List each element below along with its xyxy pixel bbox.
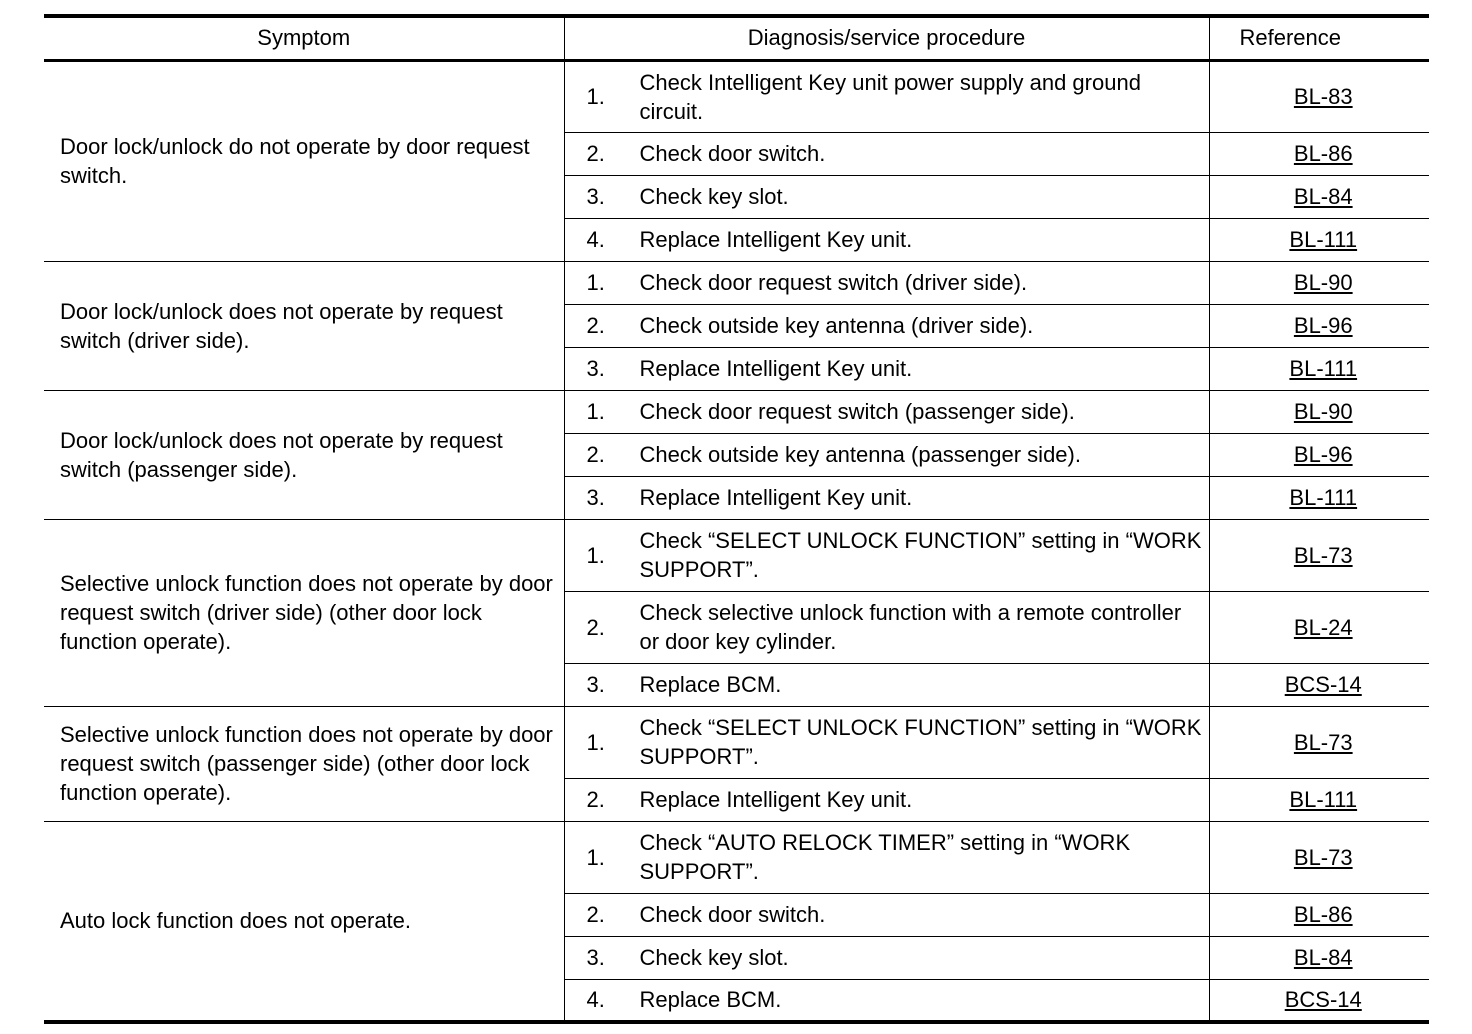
reference-link[interactable]: BL-111 [1289, 356, 1358, 381]
table-header [44, 16, 1429, 60]
table-row [44, 261, 1429, 304]
step-text: Check “AUTO RELOCK TIMER” setting in “WORK SUPPORT”. [639, 830, 1131, 884]
symptom-cell: Door lock/unlock do not operate by door request switch. [44, 60, 564, 261]
reference-link[interactable]: BCS-14 [1284, 672, 1362, 697]
step-text: Replace BCM. [639, 672, 782, 697]
reference-link[interactable]: BL-73 [1293, 729, 1353, 755]
step-text: Check door switch. [639, 141, 826, 166]
symptom-cell: Selective unlock function does not operate by door request switch (driver side) (other door lock function operate). [44, 519, 564, 706]
header-procedure: Diagnosis/service procedure [564, 16, 1209, 60]
reference-cell [1209, 476, 1429, 519]
step-text: Check outside key antenna (passenger side). [639, 442, 1081, 467]
procedure-cell [564, 476, 1209, 519]
table-row [44, 821, 1429, 893]
procedure-cell [564, 979, 1209, 1022]
reference-link[interactable]: BL-86 [1293, 902, 1353, 927]
reference-link[interactable]: BL-86 [1293, 141, 1353, 166]
reference-cell [1209, 893, 1429, 936]
symptom-cell: Auto lock function does not operate. [44, 821, 564, 1022]
reference-cell [1209, 663, 1429, 706]
reference-link[interactable]: BL-111 [1289, 787, 1358, 812]
step-number: 2. [586, 313, 605, 338]
step-number: 2. [586, 442, 605, 467]
step-text: Replace BCM. [639, 987, 782, 1013]
reference-link[interactable]: BL-73 [1293, 542, 1353, 568]
reference-link[interactable]: BL-96 [1293, 313, 1353, 338]
step-text: Replace Intelligent Key unit. [639, 787, 913, 812]
step-text: Replace Intelligent Key unit. [639, 485, 913, 510]
reference-cell [1209, 433, 1429, 476]
step-text: Check door request switch (passenger side). [639, 399, 1075, 424]
header-symptom: Symptom [257, 25, 351, 51]
step-text: Check door switch. [639, 902, 826, 927]
step-text: Check key slot. [639, 945, 789, 970]
reference-cell [1209, 778, 1429, 821]
table-body [44, 60, 1429, 1022]
step-text: Check “SELECT UNLOCK FUNCTION” setting in “WORK SUPPORT”. [639, 528, 1202, 582]
step-number: 4. [586, 987, 605, 1013]
reference-cell [1209, 218, 1429, 261]
reference-link[interactable]: BCS-14 [1284, 987, 1362, 1013]
reference-cell [1209, 304, 1429, 347]
procedure-cell [564, 663, 1209, 706]
reference-link[interactable]: BL-111 [1289, 485, 1358, 510]
step-number: 3. [586, 184, 605, 209]
reference-link[interactable]: BL-90 [1293, 399, 1353, 424]
step-text: Replace Intelligent Key unit. [639, 356, 913, 381]
step-text: Check door request switch (driver side). [639, 270, 1028, 295]
reference-cell [1209, 132, 1429, 175]
table-row [44, 706, 1429, 778]
step-number: 2. [586, 614, 605, 640]
procedure-cell [564, 433, 1209, 476]
step-number: 1. [586, 399, 605, 424]
reference-cell [1209, 591, 1429, 663]
reference-link[interactable]: BL-90 [1293, 270, 1353, 295]
table-row [44, 60, 1429, 132]
table-row [44, 390, 1429, 433]
step-number: 3. [586, 945, 605, 970]
procedure-cell [564, 519, 1209, 591]
procedure-cell [564, 60, 1209, 132]
table-row [44, 519, 1429, 591]
step-number: 1. [586, 542, 605, 568]
symptom-cell: Door lock/unlock does not operate by request switch (driver side). [44, 261, 564, 390]
reference-link[interactable]: BL-24 [1293, 614, 1353, 640]
step-number: 1. [586, 729, 605, 755]
step-text: Check Intelligent Key unit power supply and ground circuit. [639, 69, 1141, 124]
reference-cell [1209, 979, 1429, 1022]
reference-link[interactable]: BL-96 [1293, 442, 1353, 467]
procedure-cell [564, 591, 1209, 663]
reference-cell [1209, 936, 1429, 979]
procedure-cell [564, 218, 1209, 261]
reference-cell [1209, 261, 1429, 304]
procedure-cell [564, 304, 1209, 347]
step-number: 1. [586, 844, 605, 870]
step-number: 3. [586, 485, 605, 510]
step-number: 4. [586, 227, 605, 252]
diagnosis-table [44, 14, 1429, 1024]
step-text: Replace Intelligent Key unit. [639, 227, 913, 252]
step-number: 3. [586, 672, 605, 697]
procedure-cell [564, 936, 1209, 979]
reference-cell [1209, 60, 1429, 132]
reference-cell [1209, 821, 1429, 893]
reference-link[interactable]: BL-84 [1293, 945, 1353, 970]
step-text: Check selective unlock function with a remote controller or door key cylinder. [639, 600, 1182, 654]
procedure-cell [564, 132, 1209, 175]
step-text: Check key slot. [639, 184, 789, 209]
procedure-cell [564, 261, 1209, 304]
procedure-cell [564, 390, 1209, 433]
reference-link[interactable]: BL-84 [1293, 184, 1353, 209]
step-number: 2. [586, 787, 605, 812]
step-number: 1. [586, 84, 605, 109]
procedure-cell [564, 706, 1209, 778]
procedure-cell [564, 821, 1209, 893]
step-number: 2. [586, 902, 605, 927]
procedure-cell [564, 347, 1209, 390]
reference-link[interactable]: BL-83 [1293, 84, 1353, 109]
diagnosis-table-container [44, 14, 1429, 1024]
step-number: 2. [586, 141, 605, 166]
procedure-cell [564, 893, 1209, 936]
reference-cell [1209, 706, 1429, 778]
step-text: Check “SELECT UNLOCK FUNCTION” setting in “WORK SUPPORT”. [639, 715, 1202, 769]
step-number: 1. [586, 270, 605, 295]
step-number: 3. [586, 356, 605, 381]
reference-link[interactable]: BL-73 [1293, 844, 1353, 870]
symptom-cell: Door lock/unlock does not operate by request switch (passenger side). [44, 390, 564, 519]
step-text: Check outside key antenna (driver side). [639, 313, 1034, 338]
reference-cell [1209, 175, 1429, 218]
reference-link[interactable]: BL-111 [1289, 227, 1358, 252]
reference-cell [1209, 347, 1429, 390]
procedure-cell [564, 175, 1209, 218]
reference-cell [1209, 519, 1429, 591]
header-row [44, 16, 1429, 60]
reference-cell [1209, 390, 1429, 433]
symptom-cell: Selective unlock function does not operate by door request switch (passenger side) (other door lock function operate). [44, 706, 564, 821]
procedure-cell [564, 778, 1209, 821]
header-reference: Reference [1209, 16, 1429, 60]
